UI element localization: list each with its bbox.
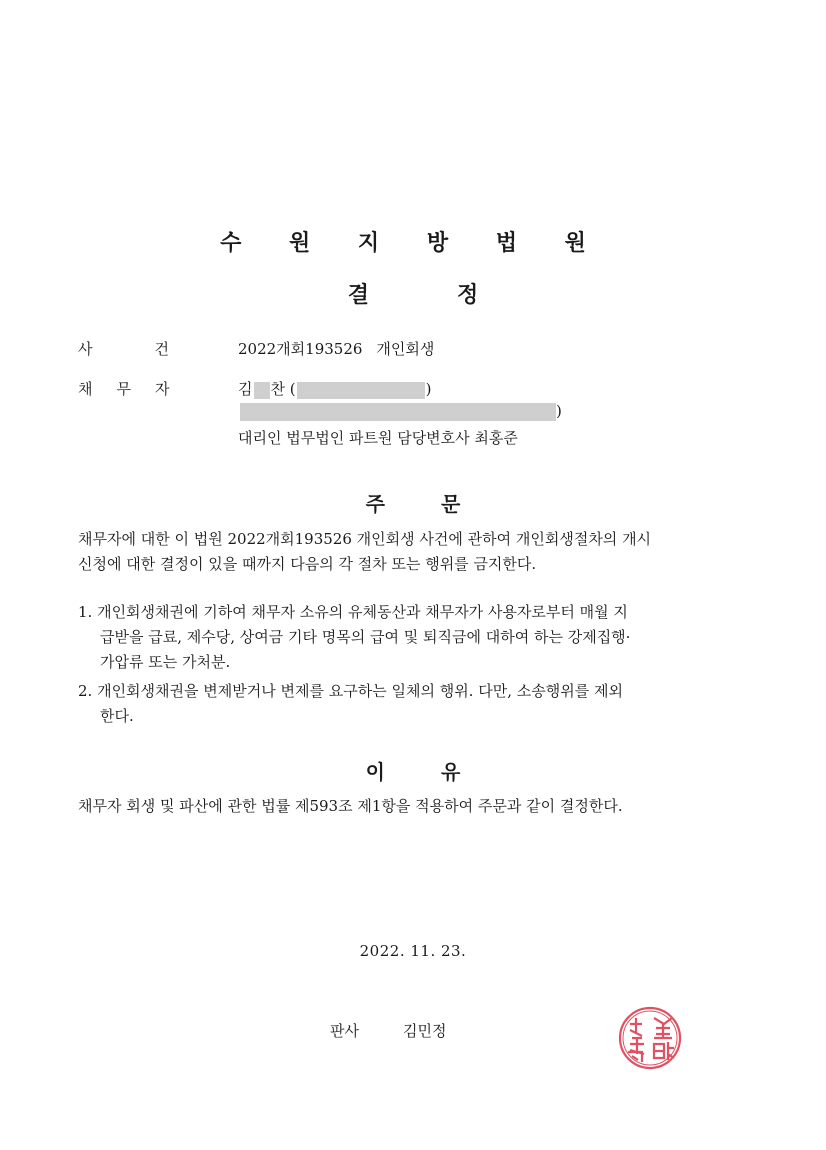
document-title-right: 정 [457,283,479,308]
debtor-address-line [238,402,562,421]
case-label: 사 건 [78,340,169,358]
debtor-attorney: 대리인 법무법인 파트원 담당변호사 최홍준 [238,429,518,447]
debtor-name-last: 찬 [270,380,285,398]
decision-date: 2022. 11. 23. [359,942,467,960]
paren-close: ) [425,380,432,398]
paren-open: ( [289,380,296,398]
document-title-left: 결 [347,283,369,308]
text-line: 채무자에 대한 이 법원 2022개회193526 개인회생 사건에 관하여 개인회생절차의 개시 [78,530,652,548]
order-intro-paragraph [78,527,748,577]
reason-paragraph: 채무자 회생 및 파산에 관한 법률 제593조 제1항을 적용하여 주문과 같이 결정한다. [78,797,623,815]
redaction-block [254,382,270,399]
reason-heading: 이 유 [365,760,461,784]
text-line: 신청에 대한 결정이 있을 때까지 다음의 각 절차 또는 행위를 금지한다. [78,555,537,573]
redaction-block [297,382,425,399]
court-name: 수 원 지 방 법 원 [220,231,606,256]
redaction-block [240,403,556,421]
debtor-label: 채 무 자 [78,380,170,398]
order-item-1 [78,600,748,675]
case-value [238,338,434,359]
text-line: 급받을 급료, 제수당, 상여금 기타 명목의 급여 및 퇴직금에 대하여 하는 강제집행· [100,628,631,646]
text-line: 가압류 또는 가처분. [100,653,231,671]
text-line: 2. 개인회생채권을 변제받거나 변제를 요구하는 일체의 행위. 다만, 소송행위를 제외 [78,682,623,700]
paren-close: ) [556,402,562,420]
case-number: 2022개회193526 [238,340,363,358]
judge-signature-line [330,1020,446,1041]
judge-title: 판사 [330,1022,359,1040]
order-item-2 [78,679,748,729]
debtor-name-first: 김 [238,380,253,398]
court-seal-icon [616,1004,684,1072]
debtor-name-line [238,378,432,399]
text-line: 1. 개인회생채권에 기하여 채무자 소유의 유체동산과 채무자가 사용자로부터 매월 지 [78,603,628,621]
judge-name: 김민정 [402,1022,447,1040]
text-line: 한다. [100,707,134,725]
case-type: 개인회생 [376,340,435,358]
order-heading: 주 문 [365,492,461,516]
document-title [0,278,826,309]
